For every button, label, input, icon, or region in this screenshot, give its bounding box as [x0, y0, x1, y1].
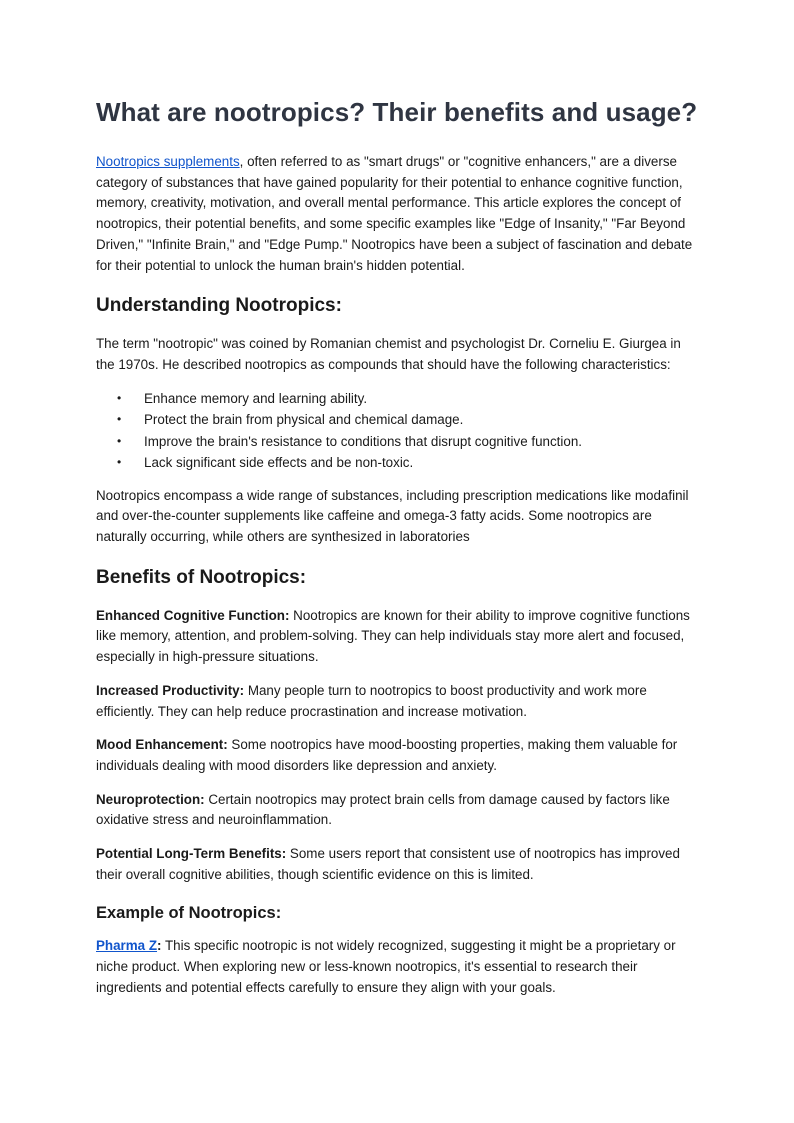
bullet-icon: • [117, 390, 122, 405]
list-item-text: Enhance memory and learning ability. [144, 390, 368, 406]
understanding-closing-paragraph: Nootropics encompass a wide range of substances, including prescription medications like modafinil and over-the-counter supplements like caffeine and omega-3 fatty acids. Some nootropics are naturally occurring, while others are synthesized in laboratories [96, 487, 689, 545]
example-paragraph [96, 936, 700, 998]
list-item [96, 431, 700, 453]
bullet-icon: • [117, 433, 122, 448]
list-item [96, 388, 700, 410]
intro-paragraph [96, 152, 700, 276]
benefit-text: Some users report that consistent use of nootropics has improved their overall cognitive abilities, though scientific evidence on this is limited. [96, 846, 680, 882]
list-item-text: Protect the brain from physical and chemical damage. [144, 412, 464, 428]
benefit-paragraph [96, 844, 700, 885]
section-heading-examples: Example of Nootropics: [96, 904, 282, 923]
benefit-text: Many people turn to nootropics to boost productivity and work more efficiently. They can help reduce procrastination and increase motivation. [96, 682, 647, 719]
list-item-text: Improve the brain's resistance to conditions that disrupt cognitive function. [144, 433, 582, 449]
benefit-text: Some nootropics have mood-boosting properties, making them valuable for individuals dealing with mood disorders like depression and anxiety. [96, 737, 678, 773]
section-heading-understanding: Understanding Nootropics: [96, 295, 342, 317]
bullet-icon: • [117, 412, 122, 427]
understanding-paragraph: The term "nootropic" was coined by Romanian chemist and psychologist Dr. Corneliu E. Giurgea in the 1970s. He described nootropics as compounds that should have the following characteristics: [96, 336, 681, 372]
benefit-paragraph [96, 681, 700, 722]
benefit-text: Certain nootropics may protect brain cells from damage caused by factors like oxidative stress and neuroinflammation. [96, 791, 670, 828]
benefit-label: Potential Long-Term Benefits: [96, 846, 287, 862]
benefit-label: Neuroprotection: [96, 791, 205, 807]
nootropics-supplements-link[interactable]: Nootropics supplements [96, 154, 240, 169]
benefit-paragraph [96, 735, 700, 776]
article [96, 94, 700, 1011]
page-title: What are nootropics? Their benefits and usage? [96, 97, 698, 127]
example-text: This specific nootropic is not widely recognized, suggesting it might be a proprietary or niche product. When exploring new or less-known nootropics, it's essential to research their ingredients and potential effects carefully to ensure they align with your goals. [96, 938, 676, 995]
benefit-paragraph [96, 790, 700, 831]
list-item [96, 409, 700, 431]
pharma-z-link[interactable]: Pharma Z [96, 938, 158, 954]
list-item [96, 452, 700, 474]
benefit-paragraph [96, 606, 700, 668]
intro-text: , often referred to as "smart drugs" or "cognitive enhancers," are a diverse category of substances that have gained popularity for their potential to enhance cognitive function, memory, creativity, motivation, and overall mental performance. This article explores the concept of nootropics, their potential benefits, and some specific examples like "Edge of Insanity," "Far Beyond Driven," "Infinite Brain," and "Edge Pump." Nootropics have been a subject of fascination and debate for their potential to unlock the human brain's hidden potential. [96, 154, 693, 273]
list-item-text: Lack significant side effects and be non-toxic. [144, 455, 414, 471]
characteristics-list [96, 388, 700, 474]
bullet-icon: • [117, 455, 122, 470]
example-colon: : [157, 938, 162, 954]
section-heading-benefits: Benefits of Nootropics: [96, 566, 307, 588]
benefit-text: Nootropics are known for their ability to improve cognitive functions like memory, attention, and problem-solving. They can help individuals stay more alert and focused, especially in high-pressure situations. [96, 607, 690, 665]
benefit-label: Increased Productivity: [96, 682, 245, 698]
benefit-label: Enhanced Cognitive Function: [96, 607, 290, 623]
benefit-label: Mood Enhancement: [96, 737, 228, 753]
